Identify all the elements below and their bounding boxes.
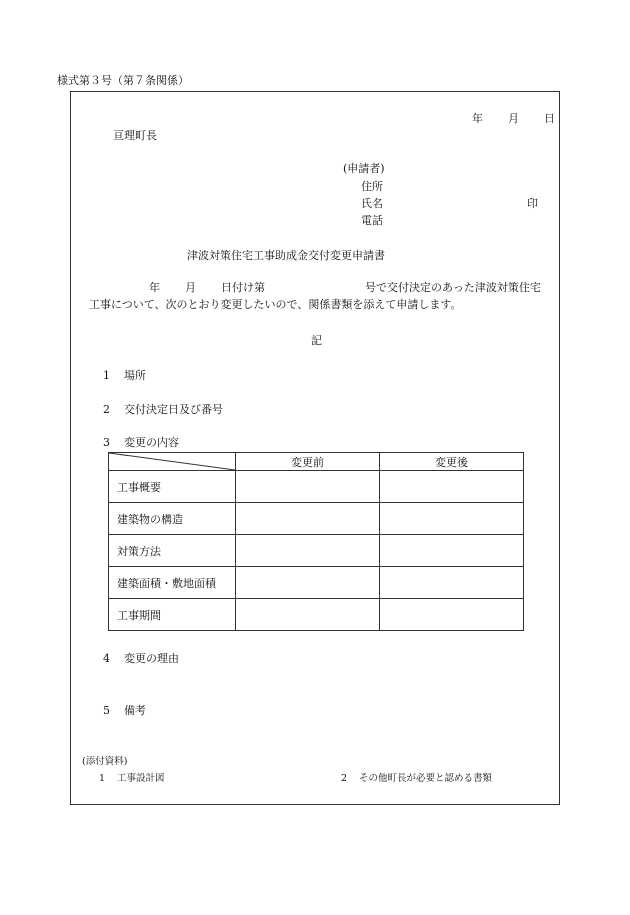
after-cell[interactable] <box>380 567 524 599</box>
row-label: 建築物の構造 <box>109 503 236 535</box>
before-cell[interactable] <box>236 471 380 503</box>
seal-mark: 印 <box>527 197 538 210</box>
row-label: 対策方法 <box>109 535 236 567</box>
section-1-label: 場所 <box>124 369 146 382</box>
row-label: 工事期間 <box>109 599 236 631</box>
applicant-address-label: 住所 <box>361 180 383 193</box>
body-date-prefix: 日付け第 <box>221 281 265 294</box>
table-row <box>109 599 524 631</box>
body-month: 月 <box>185 281 196 294</box>
applicant-name-label: 氏名 <box>361 197 383 210</box>
before-cell[interactable] <box>236 567 380 599</box>
changes-table <box>108 452 524 631</box>
section-4: 4 変更の理由 <box>103 652 179 665</box>
date-day: 日 <box>544 112 555 125</box>
table-row <box>109 567 524 599</box>
attachment-item-2: 2 その他町長が必要と認める書類 <box>341 773 493 784</box>
table-row <box>109 503 524 535</box>
header-before: 変更前 <box>236 453 380 471</box>
diagonal-header-cell <box>109 453 236 471</box>
ki-label: 記 <box>311 334 322 347</box>
row-label: 建築面積・敷地面積 <box>109 567 236 599</box>
after-cell[interactable] <box>380 599 524 631</box>
attachment-item-1-label: 工事設計図 <box>117 773 165 784</box>
table-row <box>109 535 524 567</box>
before-cell[interactable] <box>236 535 380 567</box>
applicant-phone-label: 電話 <box>361 214 383 227</box>
date-month: 月 <box>508 112 519 125</box>
section-4-label: 変更の理由 <box>124 652 179 665</box>
body-year: 年 <box>149 281 160 294</box>
attachment-item-1: 1 工事設計図 <box>99 773 165 784</box>
section-5: 5 備考 <box>103 704 146 717</box>
section-2: 2 交付決定日及び番号 <box>103 403 223 416</box>
header-after: 変更後 <box>380 453 524 471</box>
date-year: 年 <box>472 112 483 125</box>
section-2-label: 交付決定日及び番号 <box>124 403 223 416</box>
table-header-row <box>109 453 524 471</box>
document-title: 津波対策住宅工事助成金交付変更申請書 <box>187 249 385 262</box>
section-1: 1 場所 <box>103 369 146 382</box>
after-cell[interactable] <box>380 471 524 503</box>
section-3-label: 変更の内容 <box>124 436 179 449</box>
table-row <box>109 471 524 503</box>
attachments-heading: (添付資料) <box>82 756 128 767</box>
form-number: 様式第３号（第７条関係） <box>57 74 189 87</box>
section-3: 3 変更の内容 <box>103 436 179 449</box>
diagonal-line <box>109 453 235 470</box>
applicant-heading: (申請者) <box>343 162 385 175</box>
section-5-label: 備考 <box>124 704 146 717</box>
before-cell[interactable] <box>236 503 380 535</box>
after-cell[interactable] <box>380 535 524 567</box>
body-line2: 工事について、次のとおり変更したいので、関係書類を添えて申請します。 <box>89 298 462 311</box>
addressee: 亘理町長 <box>113 129 157 142</box>
before-cell[interactable] <box>236 599 380 631</box>
attachment-item-2-label: その他町長が必要と認める書類 <box>359 773 493 784</box>
after-cell[interactable] <box>380 503 524 535</box>
body-line1-rest: 号で交付決定のあった津波対策住宅 <box>365 281 541 294</box>
row-label: 工事概要 <box>109 471 236 503</box>
